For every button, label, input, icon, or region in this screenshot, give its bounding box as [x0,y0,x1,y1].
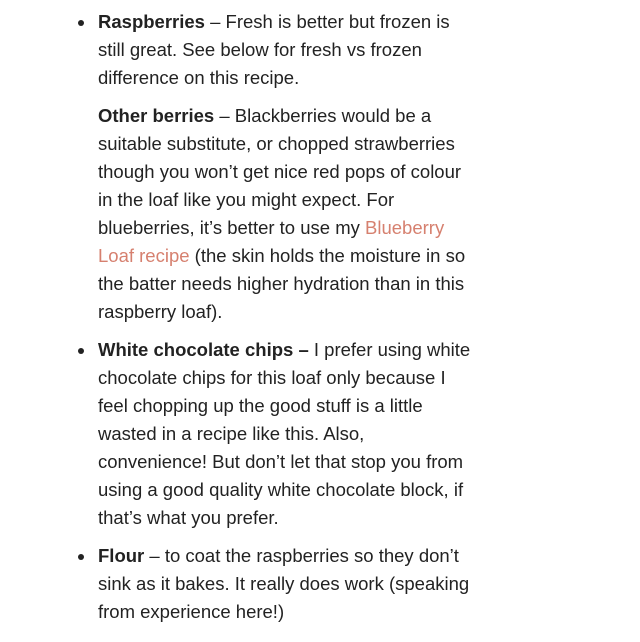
bullet-icon [78,348,84,354]
list-item-white-chocolate-chips [0,336,478,532]
list-item-raspberries [0,8,478,326]
ingredient-term: Raspberries [98,11,205,32]
raspberries-paragraph [98,8,478,92]
bullet-icon [78,20,84,26]
flour-paragraph [98,542,478,626]
blueberry-loaf-recipe-link[interactable]: Blueberry Loaf recipe [98,217,445,266]
ingredient-term: Other berries [98,105,215,126]
ingredient-description: – Fresh is better but frozen is still great. See below for fresh vs frozen difference on this recipe. [98,11,450,88]
list-item-flour [0,542,478,626]
ingredient-term: White chocolate chips – [98,339,309,360]
ingredient-notes-list [0,8,640,636]
other-berries-paragraph [98,102,478,326]
ingredient-description: – to coat the raspberries so they don’t sink as it bakes. It really does work (speaking from experience here!) [98,545,470,622]
white-chocolate-paragraph [98,336,478,532]
ingredient-description: – Blackberries would be a suitable substitute, or chopped strawberries though you won’t get nice red pops of colour in the loaf like you might expect. For blueberries, it’s better to use my [98,105,462,238]
bullet-icon [78,554,84,560]
ingredient-description: I prefer using white chocolate chips for this loaf only because I feel chopping up the good stuff is a little wasted in a recipe like this. Also, convenience! But don’t let that stop you from using a good quality white chocolate block, if that’s what you prefer. [98,339,471,528]
ingredient-description-continued: (the skin holds the moisture in so the batter needs higher hydration than in this raspberry loaf). [98,245,466,322]
ingredient-term: Flour [98,545,145,566]
